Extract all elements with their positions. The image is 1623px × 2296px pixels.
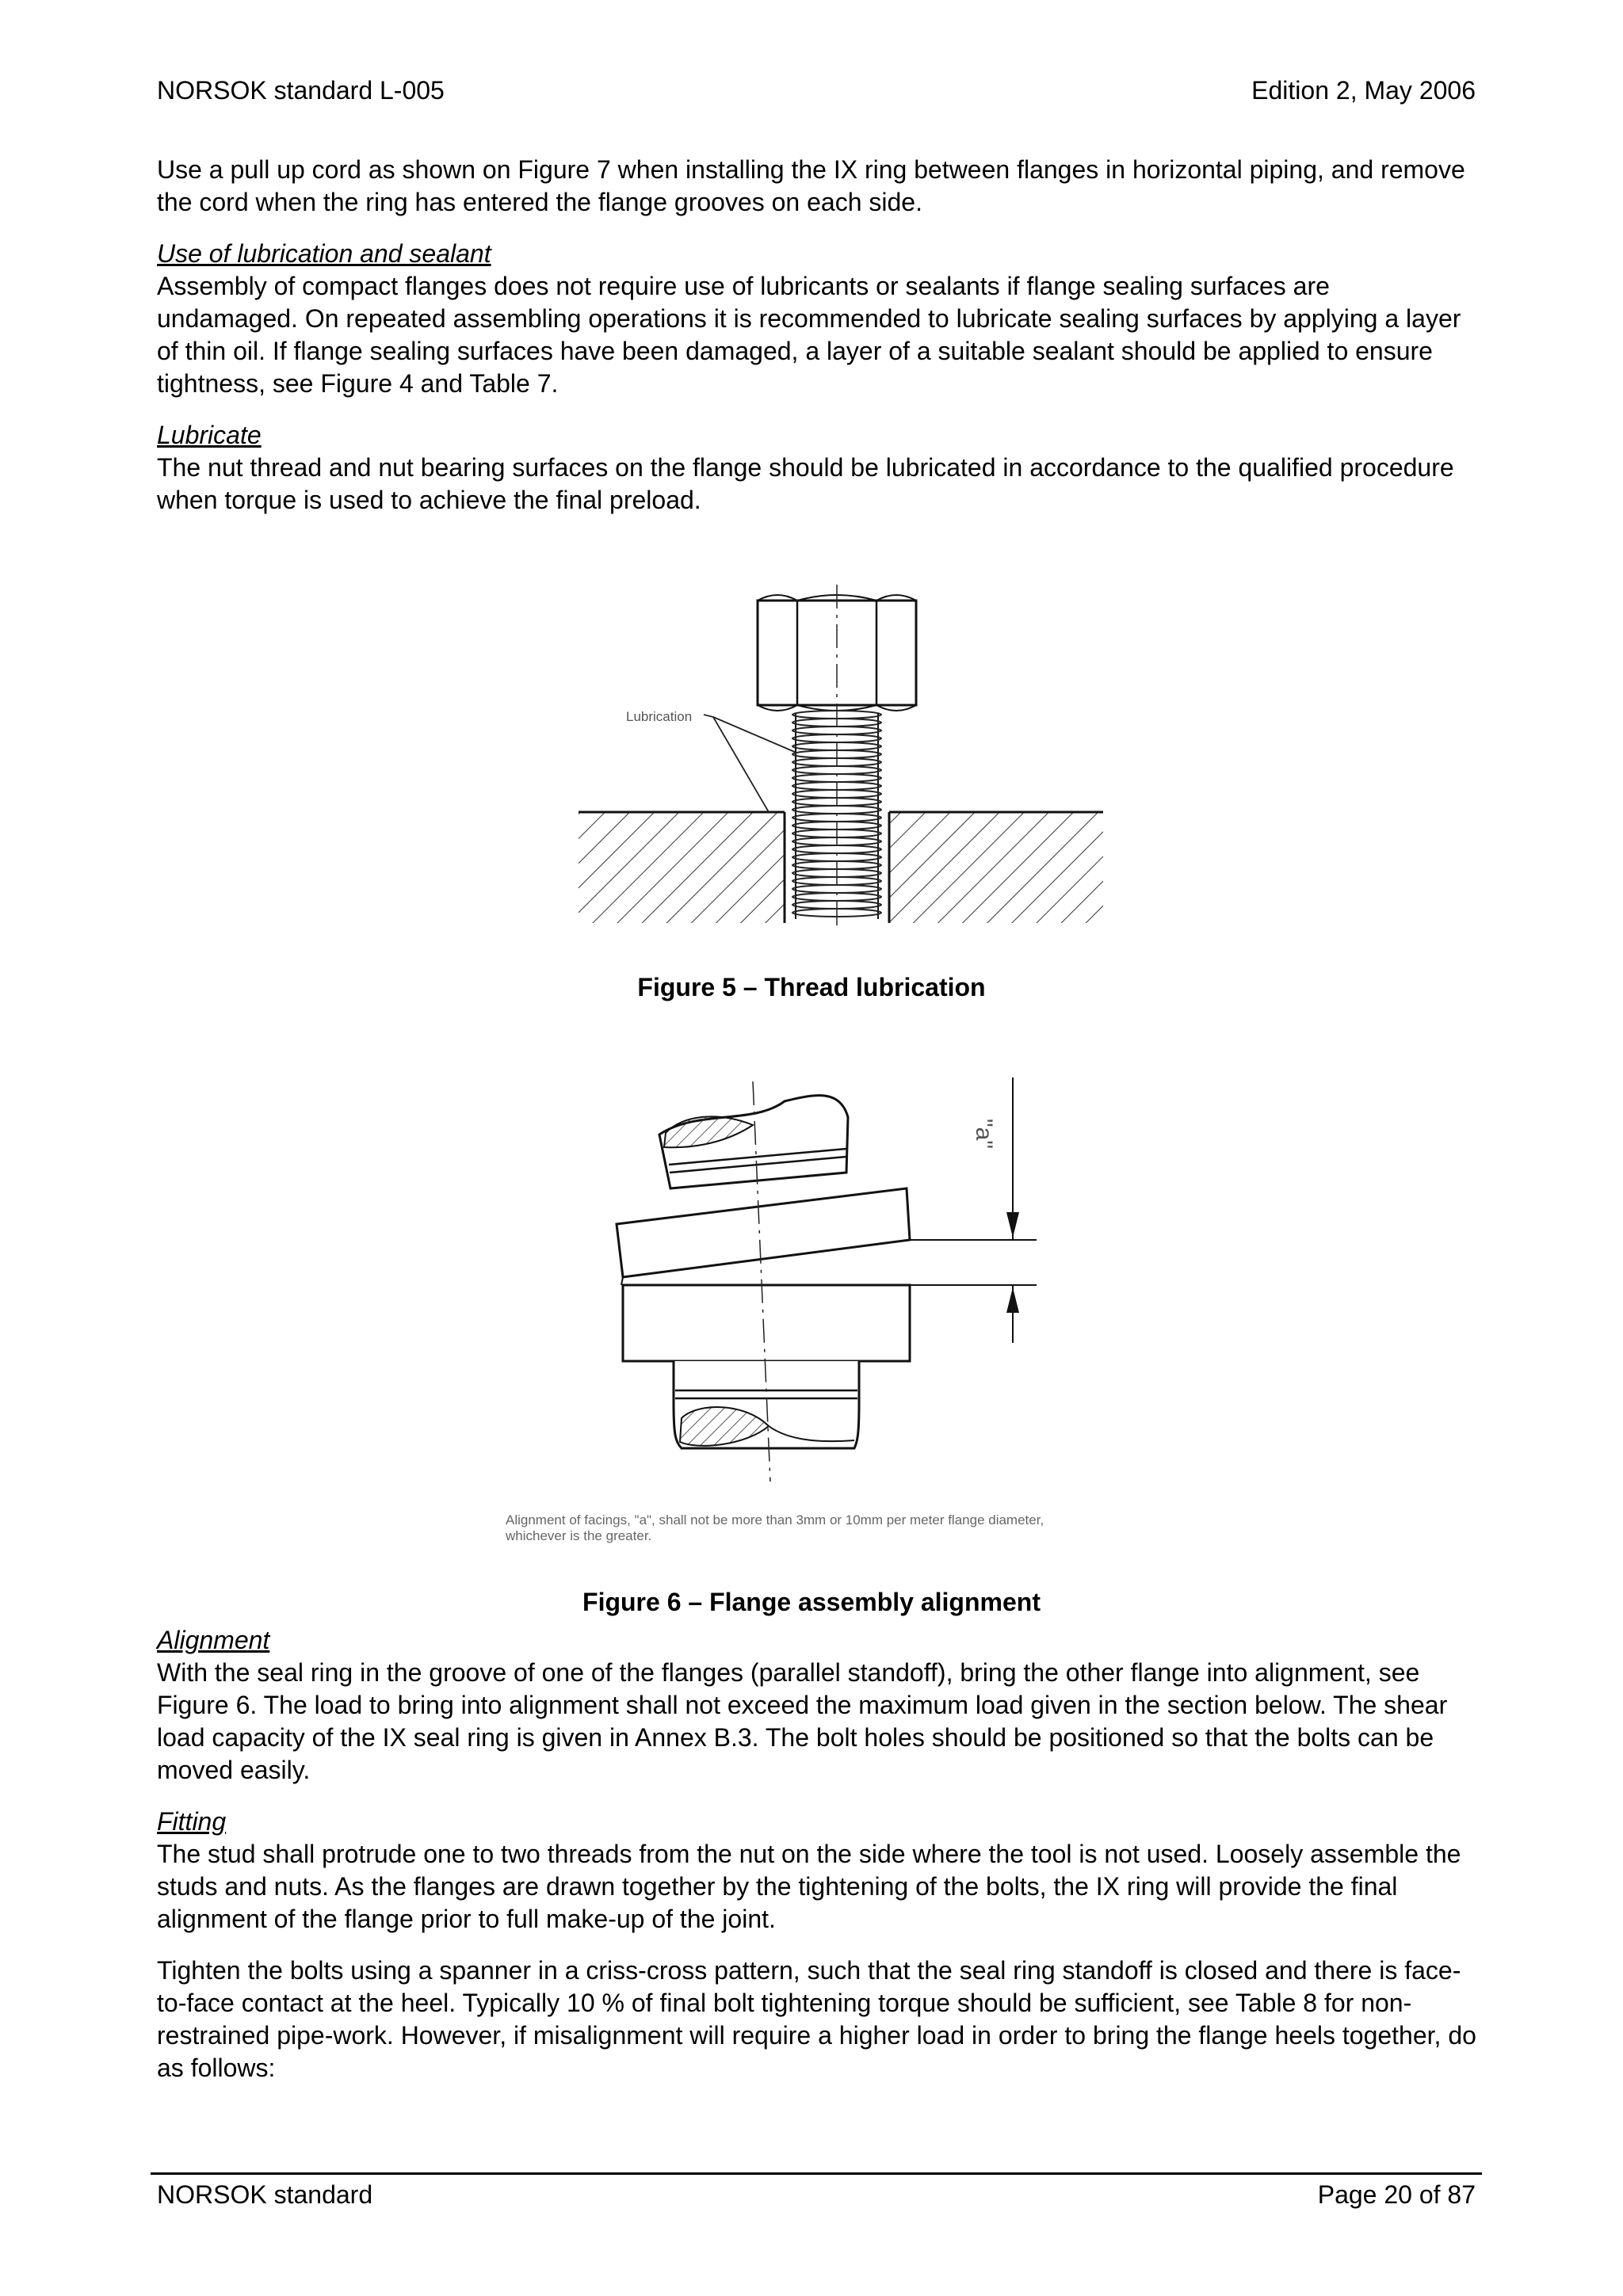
intro-paragraph: Use a pull up cord as shown on Figure 7 when installing the IX ring between flanges in horizontal piping, and remove the cord when the ring has entered the flange grooves on each side. xyxy=(157,155,1465,216)
thread-turn xyxy=(792,885,881,893)
thread-turn xyxy=(792,806,881,814)
fitting-heading: Fitting xyxy=(157,1807,227,1836)
alignment-heading: Alignment xyxy=(157,1626,270,1654)
footer-right: Page 20 of 87 xyxy=(1317,2180,1476,2209)
lubrication-label: Lubrication xyxy=(626,709,693,724)
leader-line xyxy=(704,715,769,812)
lower-flange xyxy=(623,1285,910,1448)
figure6-caption: Figure 6 – Flange assembly alignment xyxy=(582,1588,1041,1616)
lubrication-sealant-heading: Use of lubrication and sealant xyxy=(157,239,491,268)
footer-rule xyxy=(151,2172,1482,2175)
figure6-note-line1: Alignment of facings, "a", shall not be more than 3mm or 10mm per meter flange diameter, xyxy=(506,1512,1044,1527)
upper-flange xyxy=(617,1096,910,1285)
lubrication-sealant-paragraph: Assembly of compact flanges does not require use of lubricants or sealants if flange sealing surfaces are undamaged. On repeated assembling operations it is recommended to lubricate sealing surfaces by applying a layer of thin oil. If flange sealing surfaces have been damaged, a layer of a suitable sealant should be applied to ensure tightness, see Figure 4 and Table 7. xyxy=(157,272,1461,398)
figure5-caption: Figure 5 – Thread lubrication xyxy=(637,973,986,1001)
header-right: Edition 2, May 2006 xyxy=(1251,76,1476,105)
tighten-paragraph: Tighten the bolts using a spanner in a criss-cross pattern, such that the seal ring standoff is closed and there is face-to-face contact at the heel. Typically 10 % of final bolt tightening torque should be sufficient, see Table 8 for non-restrained pipe-work. However, if misalignment will require a higher load in order to bring the flange heels together, do as follows: xyxy=(157,1956,1476,2082)
thread-turn xyxy=(792,727,881,734)
bolt-head xyxy=(758,595,916,711)
lubricate-heading: Lubricate xyxy=(157,421,262,449)
footer-left: NORSOK standard xyxy=(157,2180,373,2209)
dimension-a-label: "a" xyxy=(971,1119,997,1149)
header-left: NORSOK standard L-005 xyxy=(157,76,445,105)
figure6-note-line2: whichever is the greater. xyxy=(506,1528,652,1543)
fitting-paragraph: The stud shall protrude one to two threads from the nut on the side where the tool is not used. Loosely assemble the studs and nuts. As the flanges are drawn together by the tightening of the bolts, the IX ring will provide the final alignment of the flange prior to full make-up of the joint. xyxy=(157,1840,1461,1933)
alignment-paragraph: With the seal ring in the groove of one of the flanges (parallel standoff), bring the other flange into alignment, see Figure 6. The load to bring into alignment shall not exceed the maximum load given in the section below. The shear load capacity of the IX seal ring is given in Annex B.3. The bolt holes should be positioned so that the bolts can be moved easily. xyxy=(157,1658,1448,1784)
thread-lubrication-figure xyxy=(0,578,1623,927)
leader-line xyxy=(713,717,796,753)
thread-turn xyxy=(792,766,881,774)
flange-alignment-figure xyxy=(0,1070,1623,1545)
page-body-upper xyxy=(157,154,1477,517)
page-body-lower xyxy=(157,1624,1477,2084)
alignment-dimension xyxy=(910,1077,1037,1343)
thread-turn xyxy=(792,845,881,853)
lubricate-paragraph: The nut thread and nut bearing surfaces on the flange should be lubricated in accordance to the qualified procedure when torque is used to achieve the final preload. xyxy=(157,453,1454,514)
